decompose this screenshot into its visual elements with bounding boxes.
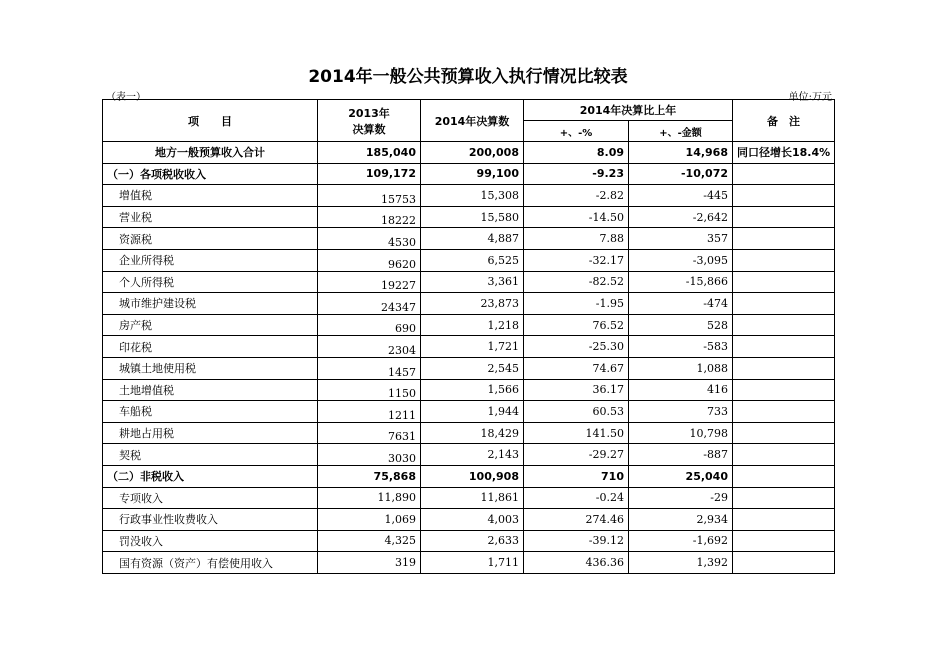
row-value-2014: 18,429 — [421, 422, 524, 444]
table-row — [103, 185, 835, 207]
row-change-amt: 357 — [629, 228, 733, 250]
row-remark — [733, 530, 835, 552]
row-value-2013: 11,890 — [318, 487, 421, 509]
row-change-amt: -10,072 — [629, 163, 733, 185]
table-row — [103, 314, 835, 336]
row-change-amt: -583 — [629, 336, 733, 358]
row-value-2014: 100,908 — [421, 465, 524, 487]
row-change-pct: 74.67 — [524, 357, 629, 379]
row-item-name: 土地增值税 — [103, 379, 318, 401]
row-value-2013: 2304 — [318, 336, 421, 358]
header-compare: 2014年决算比上年 — [524, 100, 733, 121]
header-item: 项 目 — [103, 100, 318, 142]
page-title: 2014年一般公共预算收入执行情况比较表 — [308, 67, 628, 87]
row-item-name: 耕地占用税 — [103, 422, 318, 444]
row-change-pct: -25.30 — [524, 336, 629, 358]
table-row — [103, 357, 835, 379]
table-row — [103, 271, 835, 293]
row-item-name: （二）非税收入 — [103, 465, 318, 487]
row-remark — [733, 379, 835, 401]
row-change-pct: 710 — [524, 465, 629, 487]
row-value-2014: 3,361 — [421, 271, 524, 293]
header-2013-line1: 2013年 — [348, 106, 390, 120]
row-change-pct: -1.95 — [524, 293, 629, 315]
row-value-2014: 15,580 — [421, 206, 524, 228]
row-value-2013: 75,868 — [318, 465, 421, 487]
table-row — [103, 530, 835, 552]
table-row — [103, 163, 835, 185]
row-change-amt: 10,798 — [629, 422, 733, 444]
row-remark — [733, 185, 835, 207]
row-change-amt: 2,934 — [629, 509, 733, 531]
row-remark — [733, 228, 835, 250]
row-remark — [733, 422, 835, 444]
row-value-2013: 1211 — [318, 401, 421, 423]
row-change-pct: 76.52 — [524, 314, 629, 336]
row-remark — [733, 249, 835, 271]
row-change-pct: -82.52 — [524, 271, 629, 293]
row-item-name: 罚没收入 — [103, 530, 318, 552]
row-change-pct: 274.46 — [524, 509, 629, 531]
table-row — [103, 228, 835, 250]
row-value-2014: 4,003 — [421, 509, 524, 531]
row-item-name: 专项收入 — [103, 487, 318, 509]
row-value-2013: 1,069 — [318, 509, 421, 531]
row-change-amt: 733 — [629, 401, 733, 423]
row-change-pct: -14.50 — [524, 206, 629, 228]
row-remark — [733, 401, 835, 423]
row-change-pct: -0.24 — [524, 487, 629, 509]
table-row — [103, 142, 835, 164]
row-change-pct: 7.88 — [524, 228, 629, 250]
row-value-2014: 23,873 — [421, 293, 524, 315]
row-change-pct: 141.50 — [524, 422, 629, 444]
row-remark — [733, 552, 835, 574]
table-row — [103, 444, 835, 466]
row-change-amt: 1,392 — [629, 552, 733, 574]
row-change-amt: 416 — [629, 379, 733, 401]
row-remark: 同口径增长18.4% — [733, 142, 835, 164]
row-value-2014: 1,721 — [421, 336, 524, 358]
row-item-name: 营业税 — [103, 206, 318, 228]
budget-table — [102, 99, 835, 574]
row-value-2013: 319 — [318, 552, 421, 574]
row-value-2013: 690 — [318, 314, 421, 336]
table-row — [103, 401, 835, 423]
row-value-2014: 99,100 — [421, 163, 524, 185]
header-remark: 备 注 — [733, 100, 835, 142]
header-amt: +、-金额 — [629, 121, 733, 142]
row-value-2013: 1150 — [318, 379, 421, 401]
row-item-name: 国有资源（资产）有偿使用收入 — [103, 552, 318, 574]
row-remark — [733, 314, 835, 336]
row-value-2013: 4530 — [318, 228, 421, 250]
row-item-name: 契税 — [103, 444, 318, 466]
row-value-2014: 2,143 — [421, 444, 524, 466]
row-change-pct: 60.53 — [524, 401, 629, 423]
row-change-amt: -2,642 — [629, 206, 733, 228]
table-row — [103, 552, 835, 574]
row-change-amt: -445 — [629, 185, 733, 207]
row-change-amt: -474 — [629, 293, 733, 315]
row-value-2013: 15753 — [318, 185, 421, 207]
row-change-amt: 14,968 — [629, 142, 733, 164]
row-item-name: 资源税 — [103, 228, 318, 250]
row-change-pct: -32.17 — [524, 249, 629, 271]
row-value-2014: 15,308 — [421, 185, 524, 207]
row-change-amt: 528 — [629, 314, 733, 336]
row-item-name: 地方一般预算收入合计 — [103, 142, 318, 164]
row-item-name: （一）各项税收收入 — [103, 163, 318, 185]
row-item-name: 城镇土地使用税 — [103, 357, 318, 379]
unit-label: 单位:万元 — [788, 92, 832, 103]
row-change-pct: 36.17 — [524, 379, 629, 401]
row-value-2013: 9620 — [318, 249, 421, 271]
row-item-name: 房产税 — [103, 314, 318, 336]
row-value-2013: 4,325 — [318, 530, 421, 552]
header-2013-line2: 决算数 — [352, 122, 386, 136]
row-change-pct: -9.23 — [524, 163, 629, 185]
row-value-2014: 2,545 — [421, 357, 524, 379]
row-change-pct: 436.36 — [524, 552, 629, 574]
row-value-2013: 7631 — [318, 422, 421, 444]
row-change-amt: 25,040 — [629, 465, 733, 487]
row-value-2014: 6,525 — [421, 249, 524, 271]
table-row — [103, 249, 835, 271]
row-value-2013: 1457 — [318, 357, 421, 379]
table-row — [103, 379, 835, 401]
row-change-pct: 8.09 — [524, 142, 629, 164]
table-row — [103, 206, 835, 228]
row-value-2014: 200,008 — [421, 142, 524, 164]
header-pct: +、-% — [524, 121, 629, 142]
table-row — [103, 487, 835, 509]
header-2014: 2014年决算数 — [421, 100, 524, 142]
row-remark — [733, 336, 835, 358]
header-2013 — [318, 100, 421, 142]
row-remark — [733, 509, 835, 531]
row-change-pct: -39.12 — [524, 530, 629, 552]
row-remark — [733, 487, 835, 509]
row-remark — [733, 293, 835, 315]
row-change-amt: -1,692 — [629, 530, 733, 552]
row-change-amt: -3,095 — [629, 249, 733, 271]
row-value-2013: 109,172 — [318, 163, 421, 185]
row-value-2014: 4,887 — [421, 228, 524, 250]
row-value-2014: 1,566 — [421, 379, 524, 401]
row-remark — [733, 465, 835, 487]
row-item-name: 增值税 — [103, 185, 318, 207]
table-row — [103, 465, 835, 487]
row-value-2013: 19227 — [318, 271, 421, 293]
row-item-name: 企业所得税 — [103, 249, 318, 271]
row-item-name: 城市维护建设税 — [103, 293, 318, 315]
row-value-2013: 24347 — [318, 293, 421, 315]
row-item-name: 印花税 — [103, 336, 318, 358]
row-value-2014: 2,633 — [421, 530, 524, 552]
row-remark — [733, 444, 835, 466]
row-item-name: 行政事业性收费收入 — [103, 509, 318, 531]
row-remark — [733, 357, 835, 379]
row-remark — [733, 271, 835, 293]
row-change-amt: -15,866 — [629, 271, 733, 293]
row-item-name: 个人所得税 — [103, 271, 318, 293]
row-item-name: 车船税 — [103, 401, 318, 423]
table-row — [103, 293, 835, 315]
row-value-2013: 185,040 — [318, 142, 421, 164]
row-value-2013: 3030 — [318, 444, 421, 466]
row-change-amt: -29 — [629, 487, 733, 509]
row-value-2014: 1,711 — [421, 552, 524, 574]
table-number: （表一） — [106, 92, 146, 103]
row-change-amt: -887 — [629, 444, 733, 466]
row-remark — [733, 206, 835, 228]
row-value-2014: 1,944 — [421, 401, 524, 423]
row-remark — [733, 163, 835, 185]
row-value-2014: 1,218 — [421, 314, 524, 336]
row-change-amt: 1,088 — [629, 357, 733, 379]
row-change-pct: -2.82 — [524, 185, 629, 207]
table-row — [103, 336, 835, 358]
row-change-pct: -29.27 — [524, 444, 629, 466]
table-row — [103, 509, 835, 531]
table-row — [103, 422, 835, 444]
row-value-2013: 18222 — [318, 206, 421, 228]
row-value-2014: 11,861 — [421, 487, 524, 509]
